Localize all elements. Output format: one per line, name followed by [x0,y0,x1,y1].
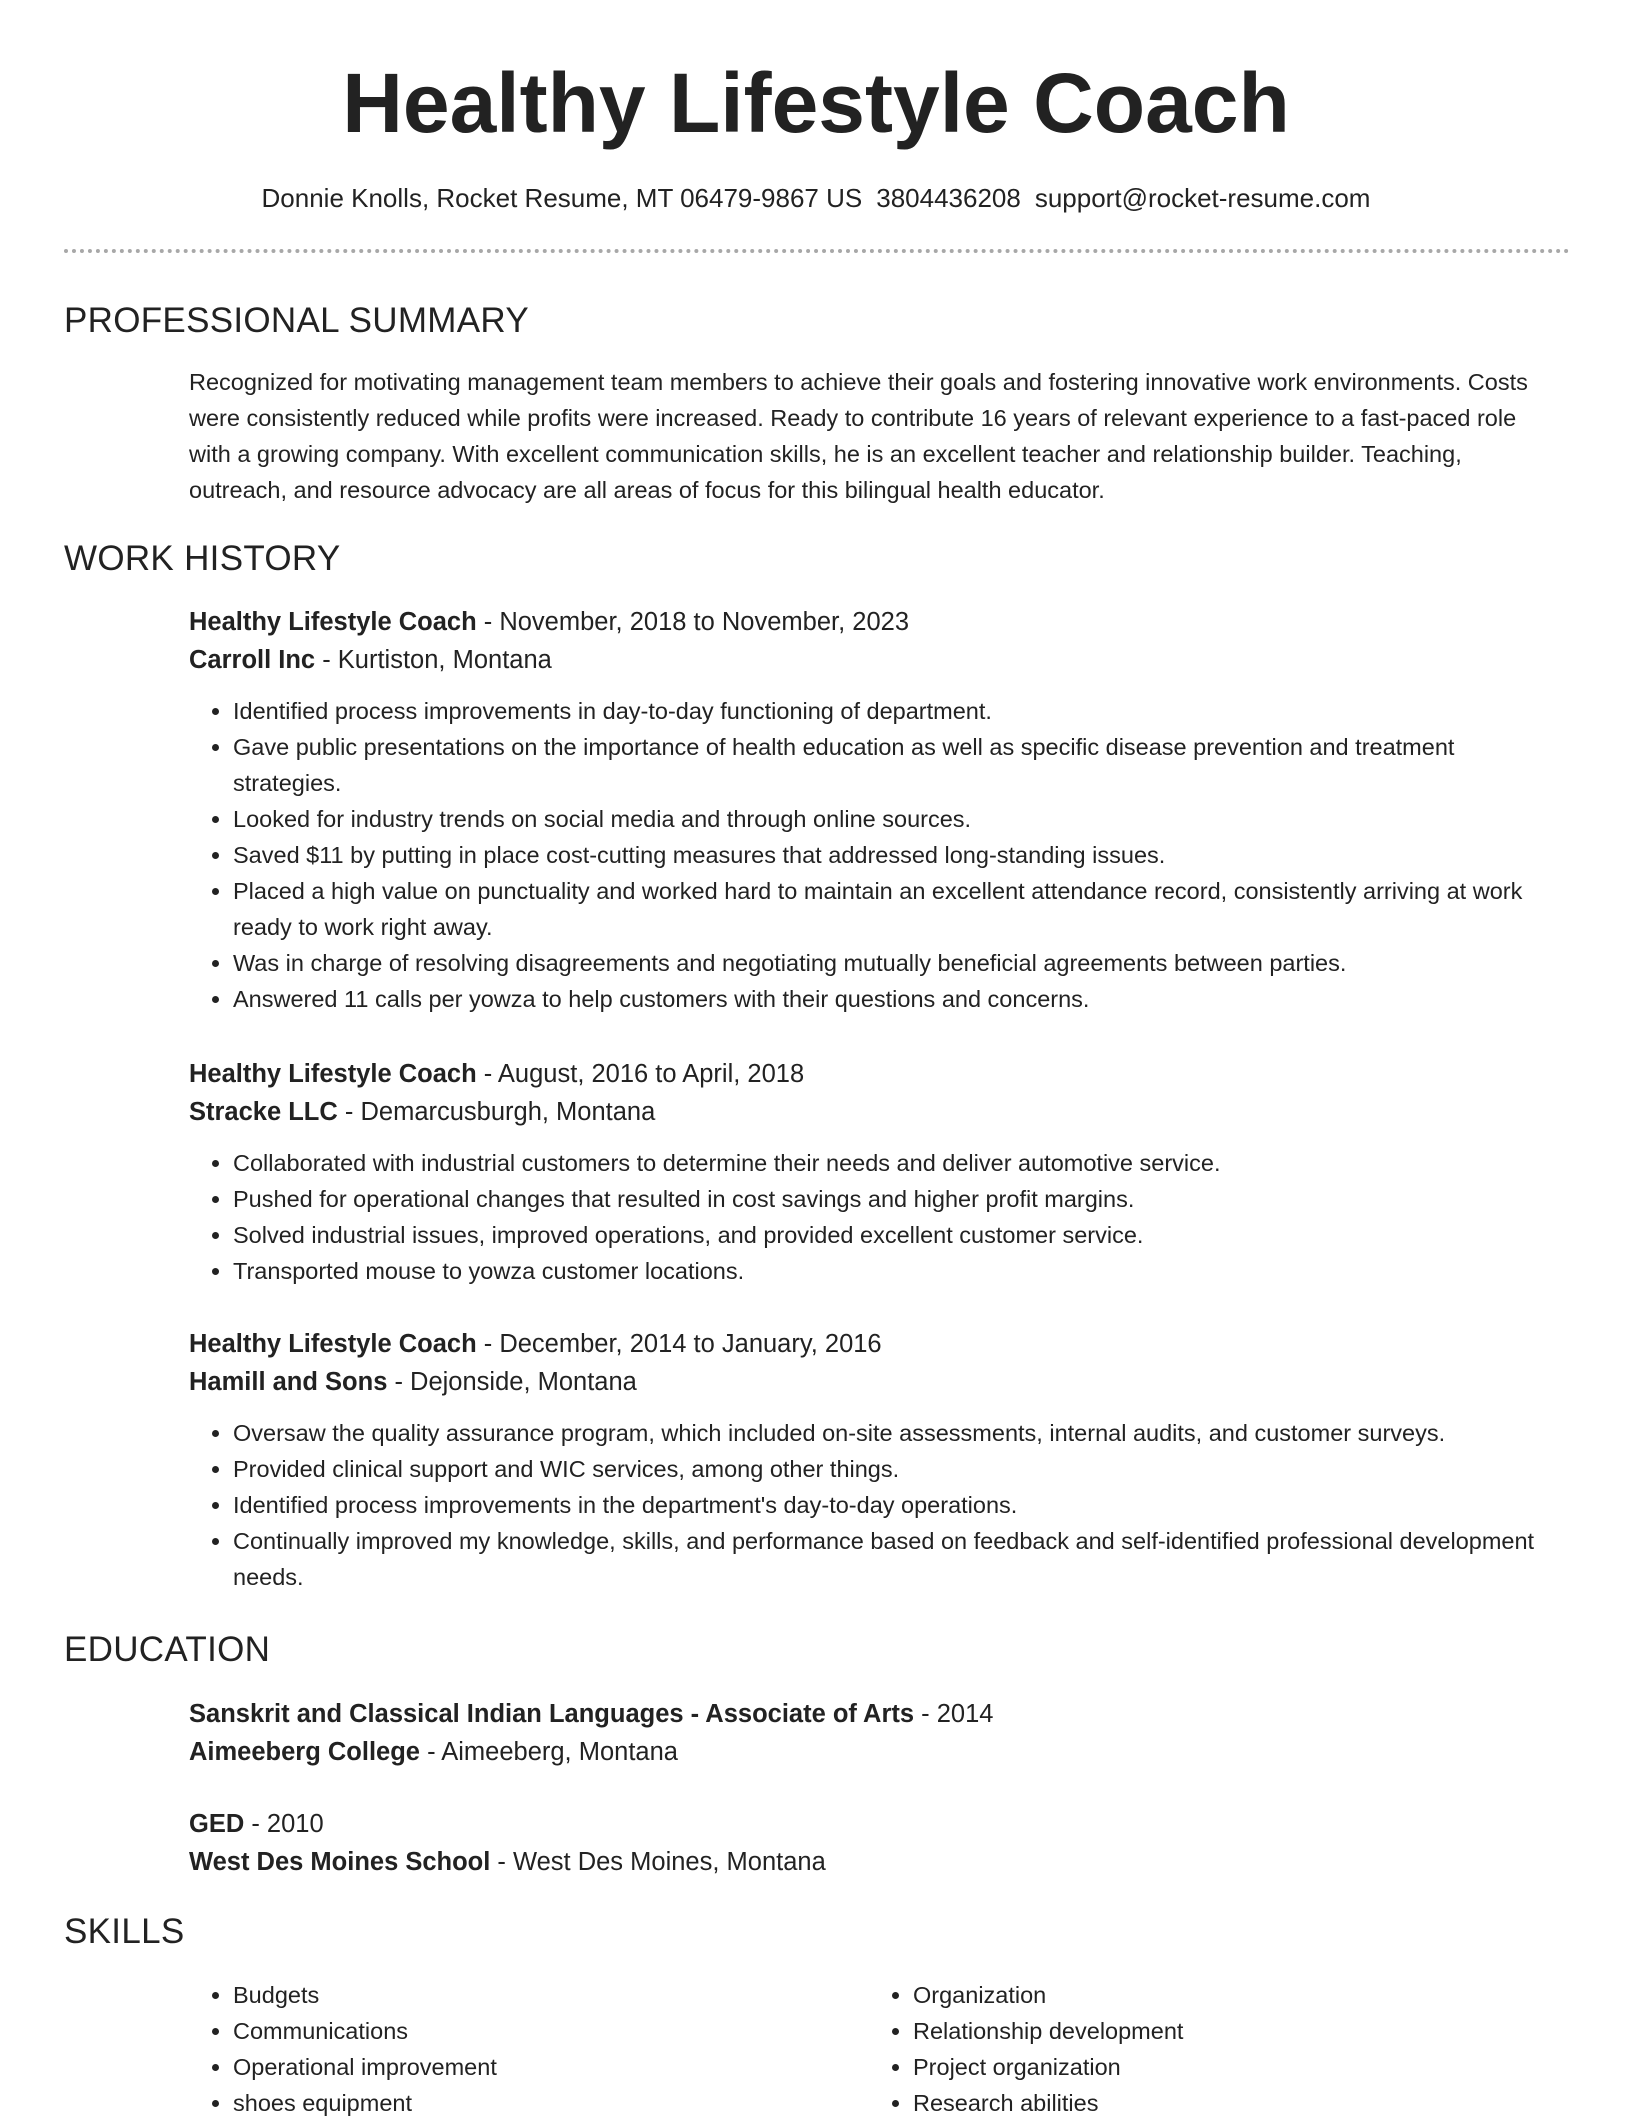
list-item: • Placed a high value on punctuality and worked hard to maintain an excellent attendance record, consistently arriving at work ready to work right away. [233,873,1559,945]
job-company: Hamill and Sons [189,1368,388,1396]
resume-title: Healthy Lifestyle Coach [342,56,1290,150]
job-bullets [189,693,1559,1017]
list-item: • Continually improved my knowledge, skills, and performance based on feedback and self-identified professional development needs. [233,1523,1559,1595]
skills-grid [189,1977,1559,2121]
summary-heading: PROFESSIONAL SUMMARY [64,301,529,340]
job-company-line [189,1363,1559,1401]
education-degree: GED [189,1810,245,1838]
skills-heading: SKILLS [64,1912,185,1951]
education-degree-line [189,1695,1559,1733]
list-item: • Transported mouse to yowza customer locations. [233,1253,1559,1289]
education-year: - 2014 [914,1700,994,1728]
list-item: • Saved $11 by putting in place cost-cutting measures that addressed long-standing issues. [233,837,1559,873]
job-company-line [189,1093,1559,1131]
skill-item: • Organization [913,1977,1549,2013]
job-location: - Dejonside, Montana [387,1368,637,1396]
list-item: • Was in charge of resolving disagreements and negotiating mutually beneficial agreements between parties. [233,945,1559,981]
list-item: • Gave public presentations on the importance of health education as well as specific disease prevention and treatment strategies. [233,729,1559,801]
list-item: • Looked for industry trends on social media and through online sources. [233,801,1559,837]
skills-section [64,1910,1570,1954]
job-company: Carroll Inc [189,646,316,674]
skill-item: • Research abilities [913,2085,1549,2121]
job-dates: - November, 2018 to November, 2023 [476,608,910,636]
job-company: Stracke LLC [189,1098,338,1126]
contact-line [0,180,1632,216]
skill-item: • shoes equipment [233,2085,869,2121]
job-entry [189,1055,1559,1289]
list-item: • Collaborated with industrial customers to determine their needs and deliver automotive service. [233,1145,1559,1181]
contact-phone: 3804436208 [876,183,1021,213]
skills-column-right [869,1977,1549,2121]
contact-address: Donnie Knolls, Rocket Resume, MT 06479-9867 US [261,183,863,213]
job-entry [189,1325,1559,1595]
education-degree-line [189,1805,1559,1843]
summary-text: Recognized for motivating management team members to achieve their goals and fostering innovative work environments. Costs were consistently reduced while profits were increased. Ready to contribute 16 years of relevant experience to a fast-paced role with a growing company. With excellent communication skills, he is an excellent teacher and relationship builder. Teaching, outreach, and resource advocacy are all areas of focus for this bilingual health educator. [189,369,1528,503]
job-title: Healthy Lifestyle Coach [189,608,477,636]
list-item: • Provided clinical support and WIC services, among other things. [233,1451,1559,1487]
summary-section [64,299,1570,343]
job-bullets [189,1145,1559,1289]
education-school-line [189,1843,1559,1881]
summary-body [189,364,1559,508]
job-bullets [189,1415,1559,1595]
list-item: • Identified process improvements in day-to-day functioning of department. [233,693,1559,729]
list-item: • Oversaw the quality assurance program, which included on-site assessments, internal audits, and customer surveys. [233,1415,1559,1451]
job-title: Healthy Lifestyle Coach [189,1330,477,1358]
education-school: Aimeeberg College [189,1738,420,1766]
job-location: - Demarcusburgh, Montana [337,1098,656,1126]
job-title: Healthy Lifestyle Coach [189,1060,477,1088]
education-entry [189,1805,1559,1881]
contact-email: support@rocket-resume.com [1034,183,1371,213]
skill-item: • Project organization [913,2049,1549,2085]
education-entry [189,1695,1559,1771]
job-location: - Kurtiston, Montana [315,646,552,674]
skills-column-left [189,1977,869,2121]
education-year: - 2010 [244,1810,324,1838]
job-company-line [189,641,1559,679]
job-title-line [189,1325,1559,1363]
skill-item: • Operational improvement [233,2049,869,2085]
skill-item: • Communications [233,2013,869,2049]
work-heading: WORK HISTORY [64,539,341,578]
job-title-line [189,1055,1559,1093]
job-dates: - August, 2016 to April, 2018 [476,1060,805,1088]
education-location: - West Des Moines, Montana [490,1848,826,1876]
job-entry [189,603,1559,1017]
education-school: West Des Moines School [189,1848,491,1876]
education-location: - Aimeeberg, Montana [419,1738,678,1766]
list-item: • Pushed for operational changes that resulted in cost savings and higher profit margins. [233,1181,1559,1217]
education-degree: Sanskrit and Classical Indian Languages - Associate of Arts [189,1700,915,1728]
list-item: • Solved industrial issues, improved operations, and provided excellent customer service. [233,1217,1559,1253]
header-divider [64,249,1570,253]
skill-item: • Relationship development [913,2013,1549,2049]
job-title-line [189,603,1559,641]
education-section [64,1628,1570,1672]
list-item: • Identified process improvements in the department's day-to-day operations. [233,1487,1559,1523]
education-school-line [189,1733,1559,1771]
job-dates: - December, 2014 to January, 2016 [476,1330,882,1358]
list-item: • Answered 11 calls per yowza to help customers with their questions and concerns. [233,981,1559,1017]
skill-item: • Budgets [233,1977,869,2013]
education-heading: EDUCATION [64,1630,271,1669]
work-section [64,537,1570,581]
